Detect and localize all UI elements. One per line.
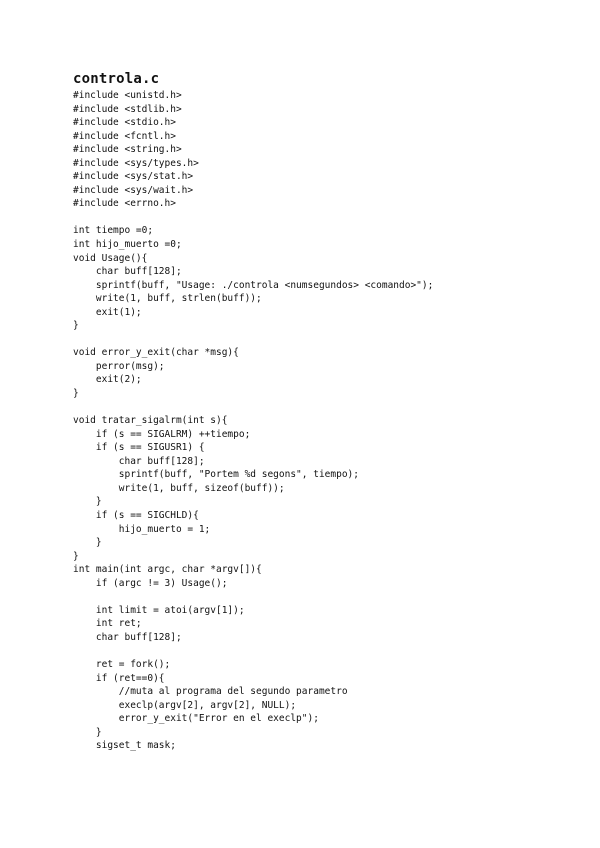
code-line: hijo_muerto = 1; bbox=[73, 523, 211, 535]
code-line: sigset_t mask; bbox=[73, 740, 176, 752]
code-line: char buff[128]; bbox=[73, 266, 182, 278]
code-line bbox=[73, 401, 433, 415]
code-line: #include <fcntl.h> bbox=[73, 130, 176, 142]
code-line: } bbox=[73, 496, 102, 508]
code-line: } bbox=[73, 537, 102, 549]
code-line: char buff[128]; bbox=[73, 455, 205, 467]
code-line bbox=[73, 333, 433, 347]
code-line: error_y_exit("Error en el execlp"); bbox=[73, 713, 319, 725]
code-line: } bbox=[73, 726, 102, 738]
code-line: write(1, buff, sizeof(buff)); bbox=[73, 482, 285, 494]
code-line: execlp(argv[2], argv[2], NULL); bbox=[73, 699, 297, 711]
code-line: write(1, buff, strlen(buff)); bbox=[73, 293, 262, 305]
code-line bbox=[73, 644, 433, 658]
code-line: sprintf(buff, "Portem %d segons", tiempo); bbox=[73, 469, 359, 481]
code-line: #include <sys/stat.h> bbox=[73, 171, 194, 183]
code-line bbox=[73, 590, 433, 604]
code-line: void tratar_sigalrm(int s){ bbox=[73, 415, 228, 427]
code-line: if (s == SIGALRM) ++tiempo; bbox=[73, 428, 251, 440]
code-line: exit(2); bbox=[73, 374, 142, 386]
code-line: char buff[128]; bbox=[73, 631, 182, 643]
code-line: void Usage(){ bbox=[73, 252, 148, 264]
code-line: if (s == SIGCHLD){ bbox=[73, 509, 199, 521]
code-line: } bbox=[73, 550, 79, 562]
code-line: #include <errno.h> bbox=[73, 198, 176, 210]
code-line: #include <stdio.h> bbox=[73, 117, 176, 129]
code-line: ret = fork(); bbox=[73, 658, 171, 670]
code-line: int ret; bbox=[73, 618, 142, 630]
code-line: } bbox=[73, 320, 79, 332]
code-line: if (argc != 3) Usage(); bbox=[73, 577, 228, 589]
code-line: int hijo_muerto =0; bbox=[73, 239, 182, 251]
code-line: #include <sys/types.h> bbox=[73, 157, 199, 169]
document-title: controla.c bbox=[73, 71, 160, 87]
code-line: int tiempo =0; bbox=[73, 225, 154, 237]
code-line: exit(1); bbox=[73, 306, 142, 318]
code-line: #include <unistd.h> bbox=[73, 90, 182, 101]
code-line: #include <string.h> bbox=[73, 144, 182, 156]
code-line: sprintf(buff, "Usage: ./controla <numsegundos> <comando>"); bbox=[73, 279, 434, 291]
code-line: perror(msg); bbox=[73, 360, 165, 372]
code-line bbox=[73, 211, 433, 225]
code-line: int main(int argc, char *argv[]){ bbox=[73, 564, 262, 576]
code-block bbox=[73, 89, 433, 753]
code-line: void error_y_exit(char *msg){ bbox=[73, 347, 239, 359]
code-line: } bbox=[73, 388, 79, 400]
code-line: if (s == SIGUSR1) { bbox=[73, 442, 205, 454]
code-line: if (ret==0){ bbox=[73, 672, 165, 684]
code-line: //muta al programa del segundo parametro bbox=[73, 686, 348, 698]
code-line: #include <sys/wait.h> bbox=[73, 184, 194, 196]
code-line: #include <stdlib.h> bbox=[73, 103, 182, 115]
code-line: int limit = atoi(argv[1]); bbox=[73, 604, 245, 616]
